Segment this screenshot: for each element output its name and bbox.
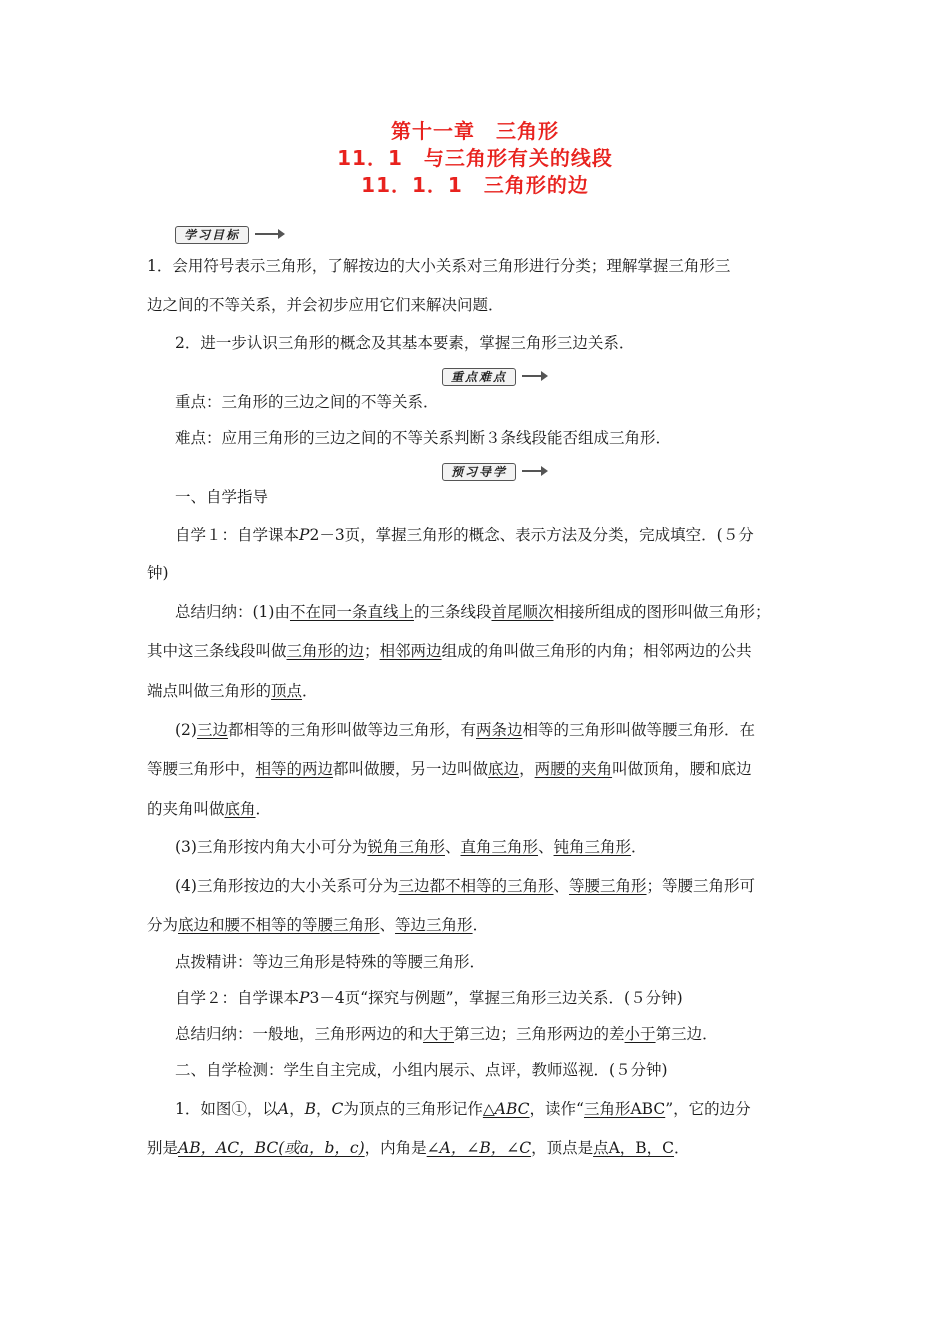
summary1-line-2: 其中这三条线段叫做三角形的边；相邻两边组成的角叫做三角形的内角；相邻两边的公共 — [147, 642, 752, 660]
question1-line-1: 1．如图①，以A，B，C为顶点的三角形记作△ABC，读作“三角形ABC”，它的边分 — [175, 1100, 751, 1118]
summary2-line-3: 的夹角叫做底角． — [147, 800, 272, 818]
guide-heading: 一、自学指导 — [175, 488, 269, 506]
check-heading: 二、自学检测：学生自主完成，小组内展示、点评，教师巡视．(５分钟) — [175, 1061, 668, 1079]
summary1-line-1: 总结归纳：(1)由不在同一条直线上的三条线段首尾顺次相接所组成的图形叫做三角形； — [175, 603, 771, 621]
difficulty-text: 难点：应用三角形的三边之间的不等关系判断３条线段能否组成三角形． — [175, 429, 672, 447]
study2-line: 自学２：自学课本P3－4页“探究与例题”，掌握三角形三边关系．(５分钟) — [175, 989, 683, 1007]
focus-text: 重点：三角形的三边之间的不等关系． — [175, 393, 439, 411]
preview-arrow-icon — [522, 470, 544, 472]
summary1-line-3: 端点叫做三角形的顶点． — [147, 682, 318, 700]
chapter-title: 第十一章 三角形 — [391, 119, 559, 143]
title-block — [0, 118, 950, 199]
summary3-line: (3)三角形按内角大小可分为锐角三角形、直角三角形、钝角三角形． — [175, 838, 647, 856]
summary5-line: 总结归纳：一般地，三角形两边的和大于第三边；三角形两边的差小于第三边． — [175, 1025, 718, 1043]
goal-1-line-2: 边之间的不等关系，并会初步应用它们来解决问题． — [147, 296, 504, 314]
tip-text: 点拨精讲：等边三角形是特殊的等腰三角形． — [175, 953, 486, 971]
key-badge-label: 重点难点 — [442, 368, 516, 386]
study1-line: 自学１：自学课本P2－3页，掌握三角形的概念、表示方法及分类，完成填空．(５分 — [175, 526, 754, 544]
section-title: 11．1 与三角形有关的线段 — [337, 146, 613, 170]
summary2-line-1: (2)三边都相等的三角形叫做等边三角形，有两条边相等的三角形叫做等腰三角形．在 — [175, 721, 756, 739]
goals-badge-label: 学习目标 — [175, 226, 249, 244]
preview-badge — [442, 461, 552, 481]
subsection-title: 11．1．1 三角形的边 — [361, 173, 589, 197]
summary4-line-2: 分为底边和腰不相等的等腰三角形、等边三角形． — [147, 916, 489, 934]
preview-badge-label: 预习导学 — [442, 463, 516, 481]
goal-1-line-1: 1．会用符号表示三角形，了解按边的大小关系对三角形进行分类；理解掌握三角形三 — [147, 257, 731, 275]
study1-line-2: 钟) — [147, 564, 169, 582]
goal-2: 2．进一步认识三角形的概念及其基本要素，掌握三角形三边关系． — [175, 334, 635, 352]
summary2-line-2: 等腰三角形中，相等的两边都叫做腰，另一边叫做底边，两腰的夹角叫做顶角，腰和底边 — [147, 760, 752, 778]
key-badge — [442, 366, 552, 386]
question1-line-2: 别是AB，AC，BC(或a，b，c)，内角是∠A，∠B，∠C，顶点是点A，B，C． — [147, 1139, 690, 1157]
goals-badge — [175, 224, 285, 244]
summary4-line-1: (4)三角形按边的大小关系可分为三边都不相等的三角形、等腰三角形；等腰三角形可 — [175, 877, 756, 895]
goals-arrow-icon — [255, 233, 281, 235]
key-arrow-icon — [522, 375, 544, 377]
